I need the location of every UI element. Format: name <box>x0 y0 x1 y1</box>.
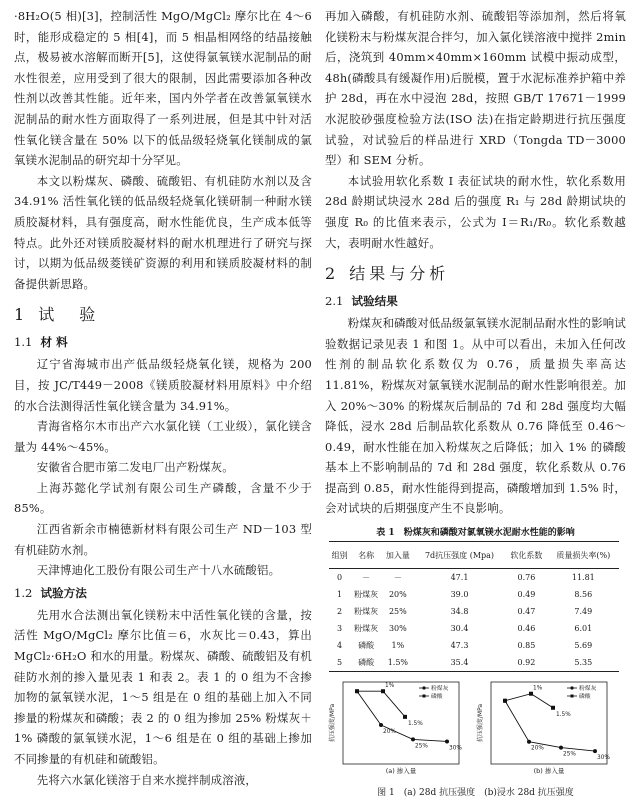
section-1-2-heading <box>14 583 312 603</box>
data-label: 1.5% <box>408 720 423 727</box>
table-header-cell: 组别 <box>329 542 350 569</box>
table-cell: 35.4 <box>414 654 506 672</box>
data-point <box>503 699 507 703</box>
method-paragraph-2: 先将六水氯化镁溶于自来水搅拌制成溶液， <box>36 772 258 787</box>
method-paragraph-continued: 再加入磷酸，有机硅防水剂、硫酸铝等添加剂，然后将氧化镁粉末与粉煤灰混合拌匀，加入氯化镁溶液中搅拌 2min 后，浇筑到 40mm×40mm×160mm 试模中振动成型，48h(磷酸具有缓凝作用)后脱模，置于水泥标准养护箱中养护 28d，再在水中浸泡 28d，按照 GB/T 17671－1999 水泥胶砂强度检验方法(ISO 法)在指定龄期进行抗压强度试验，对试验后的样品进行 XRD（Tongda TD－3000 型）和 SEM 分析。 <box>325 9 626 168</box>
table-row <box>329 620 619 637</box>
table-cell: 0.47 <box>517 607 536 617</box>
data-point <box>527 740 531 744</box>
table-cell: 5 <box>329 654 350 672</box>
table-cell: 粉煤灰 <box>354 624 379 634</box>
table-row <box>329 569 619 587</box>
table-cell: 0.85 <box>517 641 536 651</box>
table-cell: － <box>362 573 371 583</box>
legend-marker <box>571 695 574 698</box>
section-2-1-title: 试验结果 <box>351 294 398 309</box>
table-cell: 5.69 <box>574 641 593 651</box>
section-1-title: 试 验 <box>38 305 106 325</box>
data-point <box>551 706 555 710</box>
section-1-1-heading <box>14 332 312 352</box>
legend-marker <box>422 686 425 689</box>
table-cell: 11.81 <box>571 573 595 583</box>
section-2-title: 结果与分析 <box>349 264 450 284</box>
method-paragraph-1: 先用水合法测出氧化镁粉末中活性氧化镁的含量，按活性 MgO/MgCl₂ 摩尔比值＝6，水灰比＝0.43，算出 MgCl₂·6H₂O 和水的用量。粉煤灰、磷酸、硫酸铝及有机硅防水剂的掺入量见表 1 和表 2。表 1 的 0 组为不含掺加物的氯氧镁水泥，1～5 组是在 0 组的基础上加入不同掺量的粉煤灰和磷酸；表 2 的 0 组为掺加 25% 粉煤灰＋1% 磷酸的氯氧镁水泥，1～6 组是在 0 组的基础上掺加不同掺量的有机硅和硫酸铝。 <box>14 607 312 766</box>
section-2-1-heading <box>325 291 626 311</box>
table-row <box>329 586 619 603</box>
data-label: 1% <box>533 685 543 692</box>
chart-xlabel: (a) 掺入量 <box>385 767 417 776</box>
table-cell: 0.92 <box>505 654 547 672</box>
table-cell: 34.8 <box>450 607 469 617</box>
table-header-cell: 软化系数 <box>505 542 547 569</box>
section-1-2-number: 1.2 <box>14 585 33 600</box>
table-cell: 2 <box>337 607 343 617</box>
data-point <box>355 689 359 693</box>
data-label: 30% <box>449 745 462 752</box>
table-cell: 47.1 <box>450 573 469 583</box>
section-1-number: 1 <box>14 305 25 325</box>
table-cell: 4 <box>337 641 343 651</box>
table-row <box>329 603 619 620</box>
table-cell: 0.76 <box>517 573 536 583</box>
table-cell: 8.56 <box>574 590 593 600</box>
material-silicone-waterproofer: 江西省新余市楠德新材料有限公司生产 ND－103 型有机硅防水剂。 <box>14 522 312 557</box>
chart-xlabel: (b) 掺入量 <box>533 767 565 776</box>
legend-label-fly-ash: 粉煤灰 <box>579 686 597 693</box>
left-column <box>14 6 312 790</box>
table-cell: 6.01 <box>574 624 593 634</box>
table-cell: 30.4 <box>450 624 469 634</box>
table-cell: － <box>393 573 402 583</box>
table-cell: 0.46 <box>517 624 536 634</box>
legend-label-phosphoric-acid: 磷酸 <box>431 694 443 701</box>
data-label: 20% <box>531 745 544 752</box>
chart-ylabel: 抗压强度/MPa <box>477 703 484 743</box>
data-label: 30% <box>597 755 610 762</box>
right-column <box>325 6 626 798</box>
section-1-1-number: 1.1 <box>14 335 33 350</box>
section-1-2-title: 试验方法 <box>40 585 87 600</box>
table-cell: 磷酸 <box>358 641 375 651</box>
table-cell: 20% <box>388 590 407 600</box>
data-point <box>381 689 385 693</box>
table-cell: 39.0 <box>450 590 469 600</box>
table-header-cell: 7d抗压强度 (Mpa) <box>414 542 506 569</box>
table-cell: 磷酸 <box>350 654 382 672</box>
table-1-body <box>329 569 619 672</box>
table-cell: 1.5% <box>382 654 414 672</box>
table-cell: 5.35 <box>548 654 619 672</box>
table-1-caption: 表 1 粉煤灰和磷酸对氯氧镁水泥耐水性能的影响 <box>376 528 575 539</box>
section-2-1-number: 2.1 <box>325 294 344 309</box>
table-row <box>329 654 619 672</box>
data-point <box>559 746 563 750</box>
table-cell: 47.3 <box>450 641 469 651</box>
table-header-cell: 名称 <box>350 542 382 569</box>
softening-coefficient-paragraph: 本试验用软化系数 I 表征试块的耐水性，软化系数用 28d 龄期试块浸水 28d 后的强度 R₁ 与 28d 龄期试块的强度 R₀ 的比值来表示，公式为 I＝R₁/R₀。软化系数越大，表明耐水性越好。 <box>325 173 626 250</box>
section-1-heading <box>14 304 312 326</box>
results-paragraph: 粉煤灰和磷酸对低品级氯氧镁水泥制品耐水性的影响试验数据记录见表 1 和图 1。从中可以看出，未加入任何改性剂的制品软化系数仅为 0.76，质量损失率高达 11.81%，粉煤灰对氯氧镁水泥制品的耐水性影响很差。加入 20%～30% 的粉煤灰后制品的 7d 和 28d 强度均大幅降低，浸水 28d 后制品软化系数从 0.76 降低至 0.46～0.49，耐水性能在加入粉煤灰之后降低；加入 1% 的磷酸基本上不影响制品的 7d 和 28d 强度，软化系数从 0.76 提高到 0.85，耐水性能得到提高，磷酸增加到 1.5% 时，会对试块的后期强度产生不良影响。 <box>325 316 626 516</box>
legend-marker <box>423 695 426 698</box>
figure-1-svg <box>325 680 625 782</box>
data-label: 1.5% <box>556 711 571 718</box>
table-cell: 0.49 <box>517 590 536 600</box>
table-cell: 1 <box>337 590 343 600</box>
material-phosphoric-acid: 上海苏懿化学试剂有限公司生产磷酸，含量不少于 85%。 <box>14 480 312 516</box>
figure-1 <box>325 680 625 782</box>
data-point <box>593 749 597 753</box>
table-cell: 30% <box>388 624 407 634</box>
data-label: 20% <box>383 729 396 736</box>
series-line-phosphoric-acid <box>505 694 553 708</box>
material-magnesium-chloride: 青海省格尔木市出产六水氯化镁（工业级），氯化镁含量为 44%～45%。 <box>14 419 312 454</box>
intro-paragraph-2: 本文以粉煤灰、磷酸、硫酸铝、有机硅防水剂以及含 34.91% 活性氧化镁的低品级轻烧氧化镁研制一种耐水镁质胶凝材料，具有强度高，耐水性能优良，生产成本低等特点。此外还对镁质胶凝材料的耐水机理进行了研究与探讨，以期为低品级菱镁矿资源的利用和镁质胶凝材料的制备提供新思路。 <box>14 173 312 291</box>
data-label: 25% <box>415 743 428 750</box>
chart-ylabel: 抗压强度/MPa <box>329 703 336 743</box>
section-1-1-title: 材 料 <box>40 335 68 350</box>
section-2-heading <box>325 263 626 285</box>
table-cell: 粉煤灰 <box>354 590 379 600</box>
data-label: 25% <box>563 751 576 758</box>
series-line-fly-ash <box>505 701 595 751</box>
table-cell: 1% <box>391 641 405 651</box>
table-header-cell: 质量损失率(%) <box>548 542 619 569</box>
table-1 <box>329 541 619 672</box>
table-header-cell: 加入量 <box>382 542 414 569</box>
data-point <box>529 692 533 696</box>
data-point <box>379 723 383 727</box>
figure-1-caption: 图 1 (a) 28d 抗压强度 (b)浸水 28d 抗压强度 <box>377 788 574 798</box>
section-2-number: 2 <box>325 264 336 284</box>
table-cell: 粉煤灰 <box>354 607 379 617</box>
legend-marker <box>570 686 573 689</box>
data-label: 1% <box>385 683 395 690</box>
material-aluminum-sulfate: 天津博迪化工股份有限公司生产十八水硫酸铝。 <box>36 563 281 578</box>
table-cell: 3 <box>337 624 343 634</box>
data-point <box>445 740 449 744</box>
table-cell: 7.49 <box>574 607 593 617</box>
legend-label-fly-ash: 粉煤灰 <box>431 686 449 693</box>
data-point <box>411 737 415 741</box>
data-point <box>403 715 407 719</box>
material-magnesia: 辽宁省海城市出产低品级轻烧氧化镁，规格为 200 目，按 JC/T449－2008《镁质胶凝材料用原料》中介绍的水合法测得活性氧化镁含量为 34.91%。 <box>14 357 312 413</box>
series-line-phosphoric-acid <box>357 691 405 717</box>
legend-label-phosphoric-acid: 磷酸 <box>579 694 591 701</box>
table-cell: 25% <box>388 607 407 617</box>
table-row <box>329 637 619 654</box>
intro-paragraph-continued: ·8H₂O(5 相)[3]，控制活性 MgO/MgCl₂ 摩尔比在 4～6 时，能形成稳定的 5 相[4]，而 5 相晶相网络的结晶接触点，极易被水溶解而断开[5]，这使得氯氧镁水泥制品的耐水性很差，应用受到了很大的限制，因此需要添加各种改性剂以改善其性能。近年来，国内外学者在改善氯氧镁水泥制品的耐水性方面取得了一系列进展，但是其中针对活性氧化镁含量在 50% 以下的低品级轻烧氧化镁制成的氯氧镁水泥制品的研究却十分罕见。 <box>14 9 312 168</box>
material-fly-ash: 安徽省合肥市第二发电厂出产粉煤灰。 <box>36 460 234 475</box>
table-cell: 0 <box>337 573 343 583</box>
